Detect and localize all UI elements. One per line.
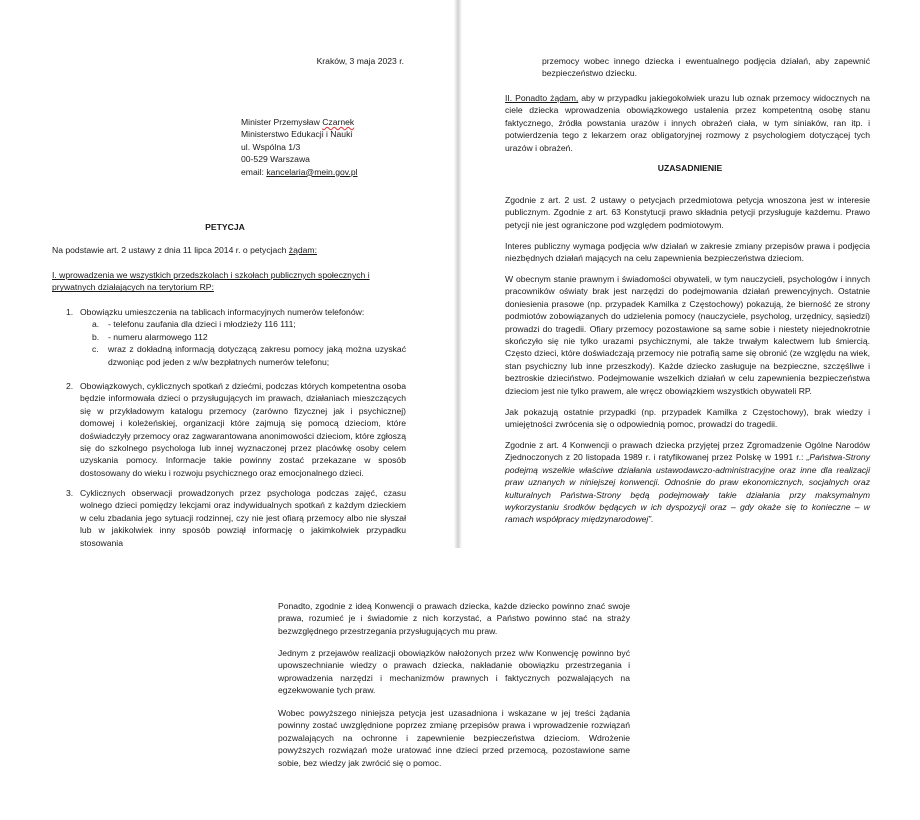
list-item-text: Obowiązku umieszczenia na tablicach informacyjnych numerów telefonów: xyxy=(80,307,365,317)
addressee-street: ul. Wspólna 1/3 xyxy=(241,141,301,152)
section-2: II. Ponadto żądam, aby w przypadku jakiegokolwiek urazu lub oznak przemocy widocznych na ciele dziecka wprowadzenia obowiązkowego ustalenia przez kompetentną osobę stanu faktycznego, źródła powstania urazów i innych obrażeń ciała, w tym siniaków, ran itp. i potwierdzenia tego z lekarzem oraz obligatoryjnej rozmowy z psychologiem dotyczącej tych urazów i obrażeń. xyxy=(505,93,871,153)
page-separator xyxy=(454,0,462,548)
list-number: 3. xyxy=(66,488,74,498)
list-item-2 xyxy=(66,380,406,479)
bottom-paragraph-3: Wobec powyższego niniejsza petycja jest uzasadniona i wskazane w jej treści żądania powinny zostać uwzględnione poprzez zmianę przepisów prawa i wprowadzenie rozwiązań pozwalających na ochronne i zapewnienie bezpieczeństwa dzieciom. Wdrożenie powyższych rozwiązań może uratować inne dzieci przed przemocą, pozostawione same sobie, bez wiedzy jak zwrócić się o pomoc. xyxy=(278,708,630,768)
justification-paragraph-1: Zgodnie z art. 2 ust. 2 ustawy o petycjach przedmiotowa petycja wnoszona jest w interesie publicznym. Zgodnie z art. 63 Konstytucji prawo składnia petycji przysługuje każdemu. Prawo petycji nie jest ograniczone pod względem podmiotowym. xyxy=(505,195,870,230)
list-number: 2. xyxy=(66,381,74,391)
section-1-heading: I. wprowadzenia we wszystkich przedszkolach i szkołach publicznych społecznych i prywatnych działających na terytorium RP: xyxy=(52,270,370,293)
list-item-3 xyxy=(66,487,406,549)
addressee-email: email: kancelaria@mein.gov.pl xyxy=(241,166,358,177)
sublist-item-a: a. - telefonu zaufania dla dzieci i młodzieży 116 111; xyxy=(92,319,296,330)
list-number: 1. xyxy=(66,307,74,317)
convention-paragraph: Zgodnie z art. 4 Konwencji o prawach dziecka przyjętej przez Zgromadzenie Ogólne Narodów Zjednoczonych z 20 listopada 1989 r. i ratyfikowanej przez Polskę w 1991 r.: „Państwa-Strony podejmą wszelkie właściwe działania ustawodawczo-administracyjne oraz inne dla realizacji praw uznanych w niniejszej konwencji. Odnośnie do praw ekonomicznych, socjalnych oraz kulturalnych Państwa-Strony będą podejmowały takie działania przy maksymalnym wykorzystaniu środków będących w ich dyspozycji oraz – gdy okaże się to konieczne – w ramach współpracy międzynarodowej”. xyxy=(505,440,870,525)
document-title: PETYCJA xyxy=(205,222,245,232)
addressee-block xyxy=(241,116,441,178)
letter-date: Kraków, 3 maja 2023 r. xyxy=(316,56,404,66)
list-item-text: Cyklicznych obserwacji prowadzonych przez psychologa podczas zajęć, czasu wolnego dzieci pomiędzy lekcjami oraz indywidualnych spotkań z każdym dzieckiem w celu zbadania jego sytuacji rodzinnej, czy nie jest ofiarą przemocy albo nie słyszał lub w jakikolwiek inny sposób powziął informację o jakimkolwiek przypadku stosowania xyxy=(80,488,406,548)
justification-paragraph-3: W obecnym stanie prawnym i świadomości obywateli, w tym nauczycieli, psychologów i innych pracowników oświaty brak jest narzędzi do podejmowania działań prewencyjnych. Ostatnie doniesienia prasowe (np. przypadek Kamilka z Częstochowy) pokazują, że bierność ze strony podmiotów zobowiązanych do udzielenia pomocy (nauczyciele, psycholog, urzędnicy, sąsiedzi) prowadzi do tragedii. Ofiary przemocy pozostawione są same sobie i niestety niejednokrotnie skończyło się nie tylko urazami psychicznymi, ale także trwałym kalectwem lub śmiercią. Często dzieci, które doświadczają przemocy nie potrafią same się obronić (ze względu na wiek, stan psychiczny lub inne przeszkody). Każde dziecko zasługuje na bezpieczne, szczęśliwe i beztroskie dzieciństwo. Podejmowanie wszelkich działań w celu zapewnienia bezpieczeństwa dzieciom jest nie tylko prawem, ale wręcz obowiązkiem wszystkich obywateli RP. xyxy=(505,274,870,396)
sublist-item-b: b. - numeru alarmowego 112 xyxy=(92,331,208,342)
justification-heading: UZASADNIENIE xyxy=(657,163,723,173)
sublist xyxy=(92,318,406,368)
intro-line: Na podstawie art. 2 ustawy z dnia 11 lipca 2014 r. o petycjach żądam: xyxy=(52,245,317,255)
justification-paragraph-4: Jak pokazują ostatnie przypadki (np. przypadek Kamilka z Częstochowy), brak wiedzy i umiejętności zwrócenia się o odpowiednią pomoc, prowadzi do tragedii. xyxy=(505,407,870,430)
bottom-paragraph-2: Jednym z przejawów realizacji obowiązków nałożonych przez w/w Konwencję powinno być upowszechnianie wiedzy o prawach dziecka, nakładanie obowiązku przestrzegania i wprowadzenia narzędzi i mechanizmów prawnych i faktycznych pozwalających na egzekwowanie tych praw. xyxy=(278,648,630,696)
addressee-name: Minister Przemysław Czarnek xyxy=(241,117,355,127)
list-item-text: Obowiązkowych, cyklicznych spotkań z dziećmi, podczas których kompetentna osoba będzie informowała dzieci o przysługujących im prawach, działaniach mieszczących się w przykładowym katalogu przemocy (zarówno fizycznej jak i psychicznej) domowej i koleżeńskiej, organizacji które zajmują się pomocą dzieciom, które doświadczyły przemocy oraz zagwarantowana anonimowości dzieciom, które zgłoszą się do szkolnego psychologa lub innej wyznaczonej przez placówkę osoby celem uzyskania pomocy. Informacje takie powinny zostać przekazane w sposób dostosowany do wieku i rozwoju psychicznego oraz emocjonalnego dzieci. xyxy=(80,381,406,478)
addressee-city: 00-529 Warszawa xyxy=(241,154,310,165)
item-3-continuation: przemocy wobec innego dziecka i ewentualnego podjęcia działań, aby zapewnić bezpieczeństwo dziecku. xyxy=(542,56,870,79)
addressee-ministry: Ministerstwo Edukacji i Nauki xyxy=(241,129,353,140)
email-link[interactable]: kancelaria@mein.gov.pl xyxy=(266,166,358,177)
convention-quote: „Państwa-Strony podejmą wszelkie właściwe działania ustawodawczo-administracyjne oraz inne dla realizacji praw uznanych w niniejszej konwencji. Odnośnie do praw ekonomicznych, socjalnych oraz kulturalnych Państwa-Strony będą podejmowały takie działania przy maksymalnym wykorzystaniu środków będących w ich dyspozycji oraz – gdy okaże się to konieczne – w ramach współpracy międzynarodowej”. xyxy=(505,452,870,525)
justification-paragraph-2: Interes publiczny wymaga podjęcia w/w działań w zakresie zmiany przepisów prawa i podjęcia niezbędnych działań mających na celu zapewnienia bezpieczeństwa dzieciom. xyxy=(505,241,870,264)
list-item-1 xyxy=(66,306,406,368)
sublist-item-c: c. wraz z dokładną informacją dotyczącą zakresu pomocy jaką można uzyskać dzwoniąc pod jeden z w/w bezpłatnych numerów telefonu; xyxy=(92,344,406,367)
bottom-paragraph-1: Ponadto, zgodnie z ideą Konwencji o prawach dziecka, każde dziecko powinno znać swoje prawa, rozumieć je i świadomie z nich korzystać, a Państwo powinno stać na straży bezwzględnego przestrzegania przysługujących mu praw. xyxy=(278,601,630,636)
